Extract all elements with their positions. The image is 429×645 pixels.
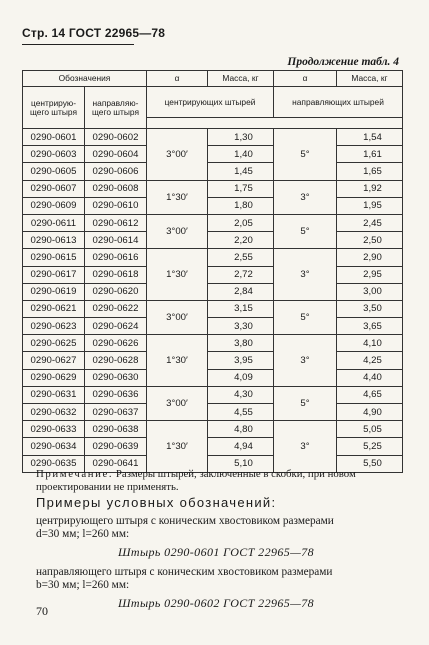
note-label: Примечание. — [36, 468, 114, 480]
cell-guiding-designation: 0290-0602 — [85, 129, 147, 146]
cell-mass-guiding: 2,95 — [337, 266, 403, 283]
cell-mass-guiding: 5,05 — [337, 421, 403, 438]
cell-mass-guiding: 3,50 — [337, 300, 403, 317]
table-row — [23, 404, 403, 421]
cell-mass-centering: 4,80 — [208, 421, 274, 438]
cell-mass-centering: 5,10 — [208, 455, 274, 472]
cell-alpha-guiding: 3° — [274, 180, 337, 214]
cell-alpha-centering: 3°00′ — [147, 214, 208, 248]
cell-mass-centering: 2,72 — [208, 266, 274, 283]
table-row — [23, 129, 403, 146]
table-row — [23, 214, 403, 231]
cell-mass-guiding: 1,65 — [337, 163, 403, 180]
cell-alpha-guiding: 5° — [274, 129, 337, 181]
cell-mass-guiding: 2,90 — [337, 249, 403, 266]
cell-mass-centering: 1,40 — [208, 146, 274, 163]
cell-guiding-designation: 0290-0610 — [85, 197, 147, 214]
cell-mass-guiding: 4,65 — [337, 386, 403, 403]
cell-centering-designation: 0290-0623 — [23, 318, 85, 335]
table-row — [23, 421, 403, 438]
cell-alpha-centering: 3°00′ — [147, 300, 208, 334]
cell-mass-centering: 4,94 — [208, 438, 274, 455]
cell-centering-designation: 0290-0631 — [23, 386, 85, 403]
cell-mass-centering: 4,30 — [208, 386, 274, 403]
cell-centering-designation: 0290-0621 — [23, 300, 85, 317]
cell-mass-centering: 4,55 — [208, 404, 274, 421]
cell-mass-guiding: 4,10 — [337, 335, 403, 352]
group-header-centering: центрирующих штырей — [147, 87, 274, 118]
cell-alpha-centering: 1°30′ — [147, 421, 208, 473]
example1-line1: центрирующего штыря с коническим хвостовиком размерами — [36, 515, 334, 527]
table-row — [23, 249, 403, 266]
cell-mass-guiding: 3,00 — [337, 283, 403, 300]
cell-guiding-designation: 0290-0628 — [85, 352, 147, 369]
table-row — [23, 300, 403, 317]
col-mass-header-guiding: Масса, кг — [337, 71, 403, 87]
cell-mass-centering: 4,09 — [208, 369, 274, 386]
cell-mass-guiding: 4,40 — [337, 369, 403, 386]
cell-centering-designation: 0290-0611 — [23, 214, 85, 231]
cell-guiding-designation: 0290-0624 — [85, 318, 147, 335]
cell-mass-guiding: 2,50 — [337, 232, 403, 249]
cell-guiding-designation: 0290-0612 — [85, 214, 147, 231]
cell-centering-designation: 0290-0629 — [23, 369, 85, 386]
cell-centering-designation: 0290-0615 — [23, 249, 85, 266]
table-row — [23, 352, 403, 369]
cell-centering-designation: 0290-0635 — [23, 455, 85, 472]
cell-centering-designation: 0290-0625 — [23, 335, 85, 352]
cell-mass-guiding: 1,61 — [337, 146, 403, 163]
note-text: Размеры штырей, заключенные в скобки, при новом проектировании не применять. — [36, 468, 356, 493]
cell-mass-guiding: 2,45 — [337, 214, 403, 231]
cell-centering-designation: 0290-0613 — [23, 232, 85, 249]
table-row — [23, 180, 403, 197]
cell-alpha-guiding: 5° — [274, 300, 337, 334]
cell-guiding-designation: 0290-0614 — [85, 232, 147, 249]
cell-mass-centering: 1,80 — [208, 197, 274, 214]
cell-alpha-centering: 1°30′ — [147, 180, 208, 214]
table-row — [23, 369, 403, 386]
cell-guiding-designation: 0290-0616 — [85, 249, 147, 266]
cell-mass-centering: 1,30 — [208, 129, 274, 146]
example1-line2: d=30 мм; l=260 мм: — [36, 528, 130, 540]
cell-mass-guiding: 1,54 — [337, 129, 403, 146]
cell-alpha-guiding: 3° — [274, 421, 337, 473]
cell-alpha-guiding: 3° — [274, 335, 337, 387]
cell-centering-designation: 0290-0632 — [23, 404, 85, 421]
cell-mass-centering: 3,95 — [208, 352, 274, 369]
cell-centering-designation: 0290-0619 — [23, 283, 85, 300]
col-mass-header-centering: Масса, кг — [208, 71, 274, 87]
page-number: 70 — [36, 604, 48, 618]
table-row — [23, 266, 403, 283]
cell-alpha-guiding: 5° — [274, 214, 337, 248]
cell-centering-designation: 0290-0605 — [23, 163, 85, 180]
cell-alpha-centering: 1°30′ — [147, 335, 208, 387]
cell-mass-guiding: 1,92 — [337, 180, 403, 197]
table-row — [23, 283, 403, 300]
sub-header-guiding-pin: направляю-щего штыря — [85, 87, 147, 129]
cell-mass-guiding: 1,95 — [337, 197, 403, 214]
examples-title: Примеры условных обозначений: — [36, 495, 277, 510]
cell-guiding-designation: 0290-0638 — [85, 421, 147, 438]
cell-guiding-designation: 0290-0630 — [85, 369, 147, 386]
table-row — [23, 146, 403, 163]
col-alpha-header-guiding: α — [274, 71, 337, 87]
header-rule — [22, 44, 134, 45]
col-designation-header: Обозначения — [23, 71, 147, 87]
cell-guiding-designation: 0290-0620 — [85, 283, 147, 300]
example2-line1: направляющего штыря с коническим хвостовиком размерами — [36, 566, 333, 578]
cell-centering-designation: 0290-0607 — [23, 180, 85, 197]
cell-alpha-centering: 1°30′ — [147, 249, 208, 301]
cell-mass-centering: 2,05 — [208, 214, 274, 231]
cell-guiding-designation: 0290-0636 — [85, 386, 147, 403]
cell-centering-designation: 0290-0601 — [23, 129, 85, 146]
cell-guiding-designation: 0290-0626 — [85, 335, 147, 352]
cell-guiding-designation: 0290-0618 — [85, 266, 147, 283]
cell-alpha-centering: 3°00′ — [147, 129, 208, 181]
cell-centering-designation: 0290-0609 — [23, 197, 85, 214]
group-header-guiding: направляющих штырей — [274, 87, 403, 118]
table-row — [23, 318, 403, 335]
cell-alpha-guiding: 3° — [274, 249, 337, 301]
cell-centering-designation: 0290-0634 — [23, 438, 85, 455]
example2-line2: b=30 мм; l=260 мм: — [36, 579, 130, 591]
cell-mass-centering: 2,20 — [208, 232, 274, 249]
cell-mass-centering: 3,30 — [208, 318, 274, 335]
cell-mass-centering: 1,45 — [208, 163, 274, 180]
header-spacer — [147, 118, 403, 129]
col-alpha-header: α — [147, 71, 208, 87]
cell-mass-centering: 3,80 — [208, 335, 274, 352]
cell-mass-guiding: 4,90 — [337, 404, 403, 421]
cell-centering-designation: 0290-0603 — [23, 146, 85, 163]
cell-mass-guiding: 5,25 — [337, 438, 403, 455]
table-note — [36, 468, 411, 494]
cell-guiding-designation: 0290-0637 — [85, 404, 147, 421]
sub-header-centering-pin: центрирую-щего штыря — [23, 87, 85, 129]
table-row — [23, 232, 403, 249]
table-row — [23, 335, 403, 352]
table-row — [23, 163, 403, 180]
cell-mass-guiding: 4,25 — [337, 352, 403, 369]
table-row — [23, 386, 403, 403]
cell-guiding-designation: 0290-0641 — [85, 455, 147, 472]
cell-guiding-designation: 0290-0606 — [85, 163, 147, 180]
cell-centering-designation: 0290-0627 — [23, 352, 85, 369]
page-header: Стр. 14 ГОСТ 22965—78 — [22, 26, 166, 40]
cell-guiding-designation: 0290-0622 — [85, 300, 147, 317]
cell-alpha-centering: 3°00′ — [147, 386, 208, 420]
table-row — [23, 438, 403, 455]
table-row — [23, 197, 403, 214]
cell-guiding-designation: 0290-0608 — [85, 180, 147, 197]
cell-mass-centering: 2,55 — [208, 249, 274, 266]
cell-mass-centering: 1,75 — [208, 180, 274, 197]
cell-guiding-designation: 0290-0639 — [85, 438, 147, 455]
cell-mass-centering: 2,84 — [208, 283, 274, 300]
table-continuation-label: Продолжение табл. 4 — [287, 56, 399, 68]
cell-mass-guiding: 3,65 — [337, 318, 403, 335]
cell-mass-centering: 3,15 — [208, 300, 274, 317]
example1-designation: Штырь 0290-0601 ГОСТ 22965—78 — [118, 545, 315, 559]
dimensions-table — [22, 70, 403, 473]
example2-designation: Штырь 0290-0602 ГОСТ 22965—78 — [118, 596, 315, 610]
cell-mass-guiding: 5,50 — [337, 455, 403, 472]
cell-guiding-designation: 0290-0604 — [85, 146, 147, 163]
cell-centering-designation: 0290-0617 — [23, 266, 85, 283]
cell-alpha-guiding: 5° — [274, 386, 337, 420]
cell-centering-designation: 0290-0633 — [23, 421, 85, 438]
